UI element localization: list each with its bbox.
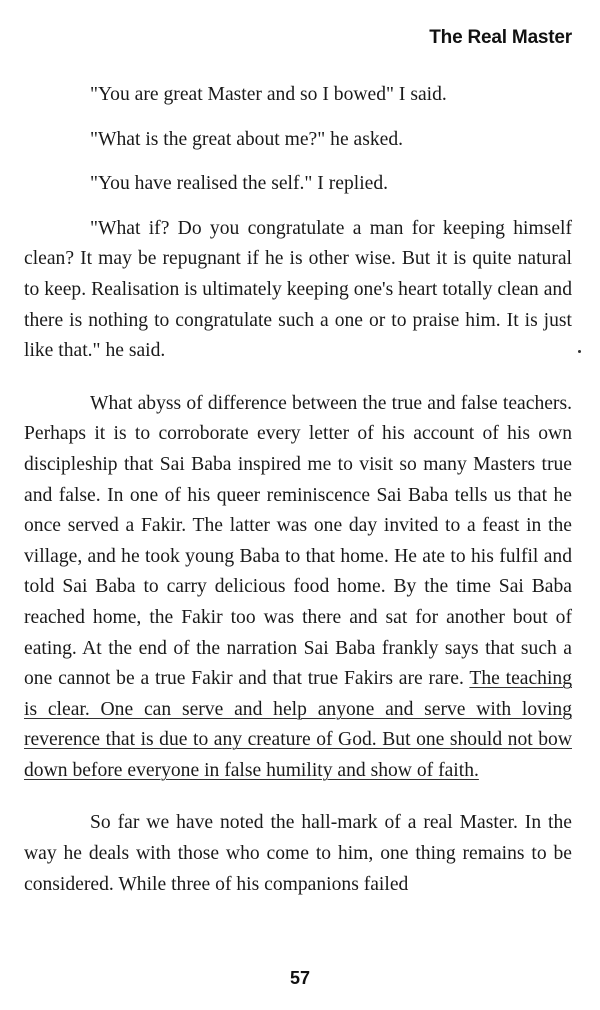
- page-body: [24, 80, 572, 910]
- stray-ink-mark: [578, 350, 581, 353]
- page-number: 57: [289, 968, 311, 988]
- paragraph-5-text: What abyss of difference between the true and false teachers. Perhaps it is to corroborate every letter of his account of his own discipleship that Sai Baba inspired me to visit so many Masters true and false. In one of his queer reminiscence Sai Baba tells us that he once served a Fakir. The latter was one day invited to a feast in the village, and he took young Baba to that home. He ate to his fulfil and told Sai Baba to carry delicious food home. By the time Sai Baba reached home, the Fakir too was there and sat for another bout of eating. At the end of the narration Sai Baba frankly says that such a one cannot be a true Fakir and that true Fakirs are rare.: [24, 392, 572, 690]
- underlined-passage: The teaching is clear. One can serve and help anyone and serve with loving reverence that is due to any creature of God. But one should not bow down before everyone in false humility and show of faith.: [24, 668, 573, 781]
- paragraph-3: "You have realised the self." I replied.: [90, 173, 389, 195]
- paragraph-2: "What is the great about me?" he asked.: [90, 128, 404, 150]
- paragraph-5: [24, 389, 572, 787]
- paragraph-6: So far we have noted the hall-mark of a real Master. In the way he deals with those who come to him, one thing remains to be considered. While three of his companions failed: [24, 812, 572, 895]
- paragraph-4: "What if? Do you congratulate a man for keeping himself clean? It may be repugnant if he is other wise. But it is quite natural to keep. Realisation is ultimately keeping one's heart totally clean and there is nothing to congratulate such a one or to praise him. It is just like that." he said.: [24, 217, 572, 362]
- paragraph-1: "You are great Master and so I bowed" I said.: [90, 84, 447, 105]
- running-header: The Real Master: [429, 27, 572, 48]
